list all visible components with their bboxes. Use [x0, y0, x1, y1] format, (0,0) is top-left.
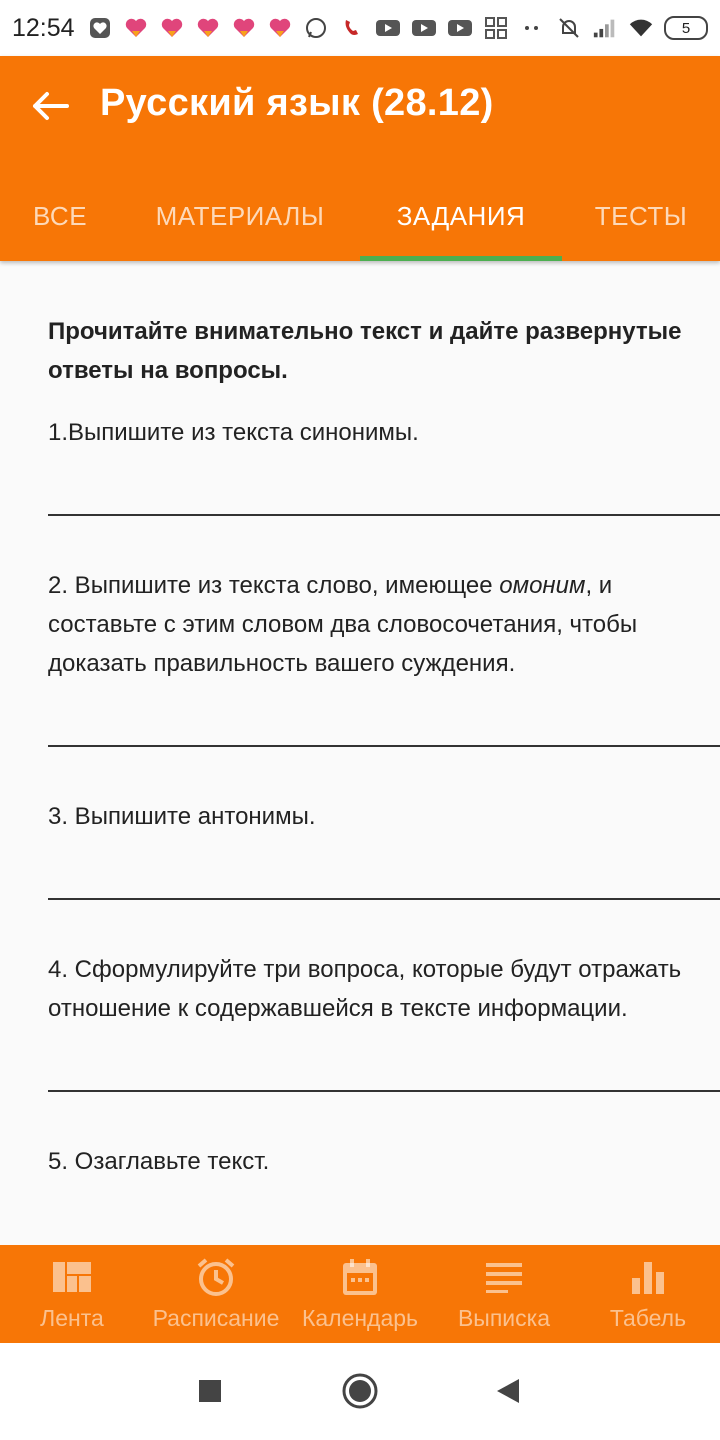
nav-statement-label: Выписка: [457, 1305, 551, 1331]
heart-icon: [231, 16, 257, 40]
answer-line: [48, 1090, 720, 1092]
status-time: 12:54: [12, 13, 75, 42]
notification-icons: [87, 16, 545, 40]
status-right: [556, 0, 708, 56]
apps-grid-icon: [483, 16, 509, 40]
tab-all[interactable]: ВСЕ: [32, 200, 88, 231]
status-bar: [0, 0, 720, 56]
app-header: [0, 56, 720, 261]
nav-feed-label: Лента: [40, 1305, 104, 1331]
whatsapp-icon: [303, 16, 329, 40]
youtube-icon: [447, 16, 473, 40]
heart-icon: [195, 16, 221, 40]
question-2-text-start: 2. Выпишите из текста слово, имеющее: [48, 572, 500, 599]
assignment-intro: Прочитайте внимательно текст и дайте развернутые ответы на вопросы.: [48, 318, 682, 384]
question-2-italic-word: омоним: [499, 572, 586, 599]
list-lines-icon: [484, 1257, 524, 1297]
missed-call-icon: [339, 16, 365, 40]
assignment-content: [48, 312, 720, 1181]
active-tab-indicator: [360, 256, 562, 261]
system-navigation-bar: [0, 1343, 720, 1440]
alarm-clock-icon: [196, 1257, 236, 1297]
question-5: 5. Озаглавьте текст.: [48, 1148, 270, 1175]
tab-assignments[interactable]: ЗАДАНИЯ: [396, 200, 526, 231]
question-4: 4. Сформулируйте три вопроса, которые будут отражать отношение к содержавшейся в тексте информации.: [48, 956, 682, 1022]
nav-grades[interactable]: [576, 1245, 720, 1343]
bar-chart-icon: [628, 1257, 668, 1297]
back-triangle-icon[interactable]: [488, 1371, 528, 1411]
wifi-icon: [628, 16, 654, 40]
answer-line: [48, 514, 720, 516]
nav-schedule[interactable]: [144, 1245, 288, 1343]
tab-materials[interactable]: МАТЕРИАЛЫ: [155, 200, 325, 231]
recent-apps-icon[interactable]: [190, 1371, 230, 1411]
dashboard-icon: [52, 1257, 92, 1297]
arrow-left-icon[interactable]: [30, 86, 70, 126]
app-heart-icon: [87, 16, 113, 40]
question-3: 3. Выпишите антонимы.: [48, 803, 316, 830]
question-1: 1.Выпишите из текста синонимы.: [48, 419, 419, 446]
more-dots-icon: [519, 16, 545, 40]
youtube-icon: [411, 16, 437, 40]
home-icon[interactable]: [340, 1371, 380, 1411]
nav-grades-label: Табель: [609, 1305, 687, 1331]
nav-calendar-label: Календарь: [301, 1305, 419, 1331]
bottom-navigation: [0, 1245, 720, 1343]
silent-bell-icon: [556, 16, 582, 40]
answer-line: [48, 898, 720, 900]
question-2-text-end: , и составьте с этим словом два словосочетания, чтобы доказать правильность вашего суждения.: [48, 572, 638, 677]
tab-bar: [0, 171, 720, 261]
page-title: Русский язык (28.12): [100, 82, 494, 124]
nav-calendar[interactable]: [288, 1245, 432, 1343]
tab-tests[interactable]: ТЕСТЫ: [594, 200, 688, 231]
battery-icon: 5: [664, 16, 708, 40]
nav-statement[interactable]: [432, 1245, 576, 1343]
question-2: [48, 566, 720, 683]
nav-feed[interactable]: [0, 1245, 144, 1343]
heart-icon: [123, 16, 149, 40]
nav-schedule-label: Расписание: [152, 1305, 280, 1331]
answer-line: [48, 745, 720, 747]
heart-icon: [267, 16, 293, 40]
heart-icon: [159, 16, 185, 40]
calendar-icon: [340, 1257, 380, 1297]
youtube-icon: [375, 16, 401, 40]
signal-icon: [592, 16, 618, 40]
